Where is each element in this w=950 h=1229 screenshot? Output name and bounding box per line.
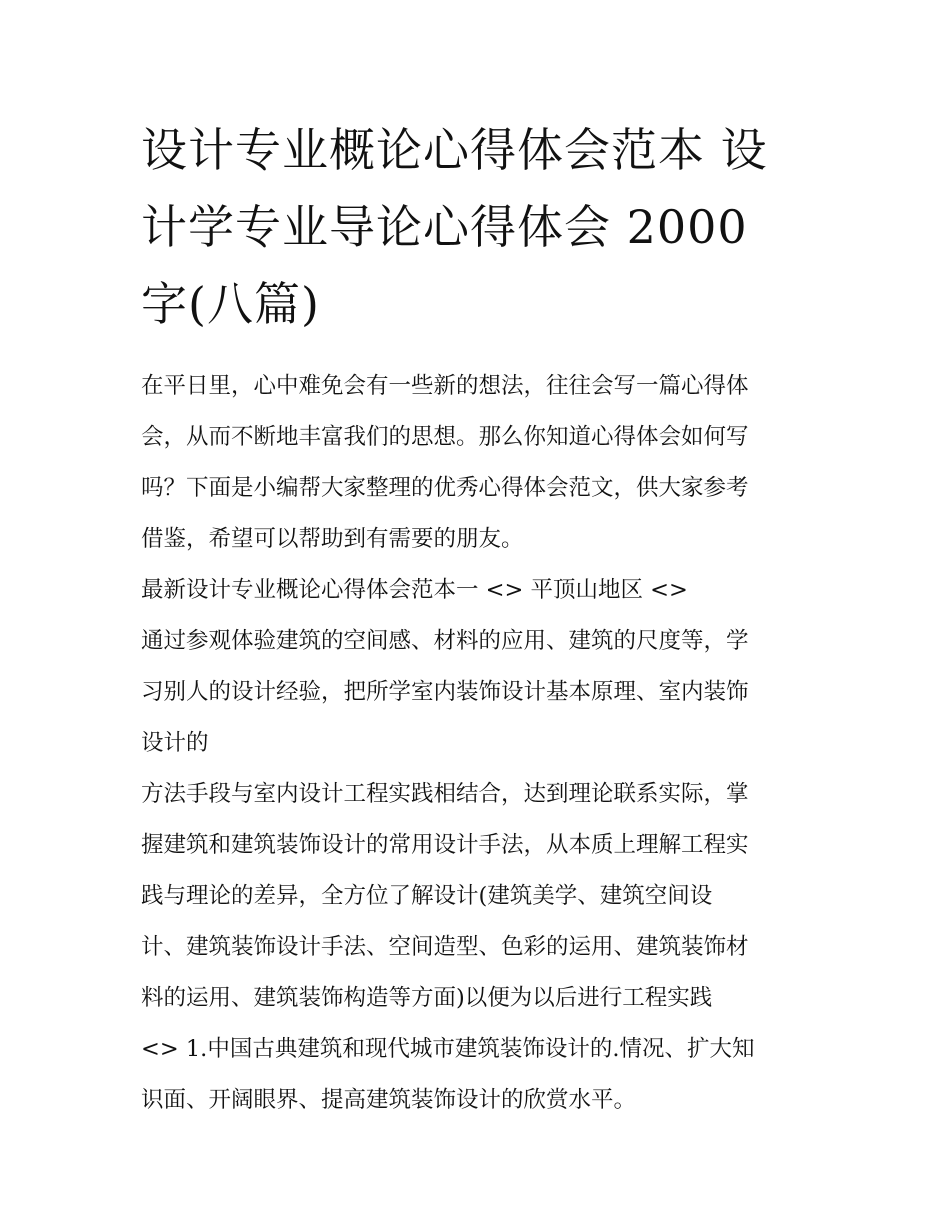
document-page: [141, 112, 821, 1126]
body-paragraph: [141, 616, 821, 769]
document-body: [141, 361, 821, 1126]
text-line: 借鉴，希望可以帮助到有需要的朋友。: [141, 526, 524, 552]
text-line: 在平日里，心中难免会有一些新的想法，往往会写一篇心得体: [141, 373, 749, 399]
text-line: 最新设计专业概论心得体会范本一 <> 平顶山地区 <>: [141, 577, 688, 603]
text-line: 通过参观体验建筑的空间感、材料的应用、建筑的尺度等，学: [141, 628, 749, 654]
title-line: 计学专业导论心得体会 2000: [141, 200, 748, 254]
text-line: 识面、开阔眼界、提高建筑装饰设计的欣赏水平。: [141, 1087, 637, 1113]
text-line: 计、建筑装饰设计手法、空间造型、色彩的运用、建筑装饰材: [141, 934, 749, 960]
document-title: [141, 112, 821, 343]
title-line: 设计专业概论心得体会范本 设: [141, 123, 768, 177]
text-line: 践与理论的差异，全方位了解设计(建筑美学、建筑空间设: [141, 883, 713, 909]
title-line: 字(八篇): [141, 277, 320, 331]
text-line: 握建筑和建筑装饰设计的常用设计手法，从本质上理解工程实: [141, 832, 749, 858]
text-line: 设计的: [141, 730, 209, 756]
text-line: 料的运用、建筑装饰构造等方面)以便为以后进行工程实践: [141, 985, 713, 1011]
text-line: 方法手段与室内设计工程实践相结合，达到理论联系实际，掌: [141, 781, 749, 807]
text-line: 会，从而不断地丰富我们的思想。那么你知道心得体会如何写: [141, 424, 749, 450]
text-line: <> 1.中国古典建筑和现代城市建筑装饰设计的.情况、扩大知: [141, 1036, 755, 1062]
text-line: 习别人的设计经验，把所学室内装饰设计基本原理、室内装饰: [141, 679, 749, 705]
intro-paragraph: [141, 361, 821, 565]
section-heading-paragraph: [141, 565, 821, 616]
text-line: 吗？下面是小编帮大家整理的优秀心得体会范文，供大家参考: [141, 475, 749, 501]
body-paragraph: [141, 769, 821, 1024]
body-paragraph: [141, 1024, 821, 1126]
